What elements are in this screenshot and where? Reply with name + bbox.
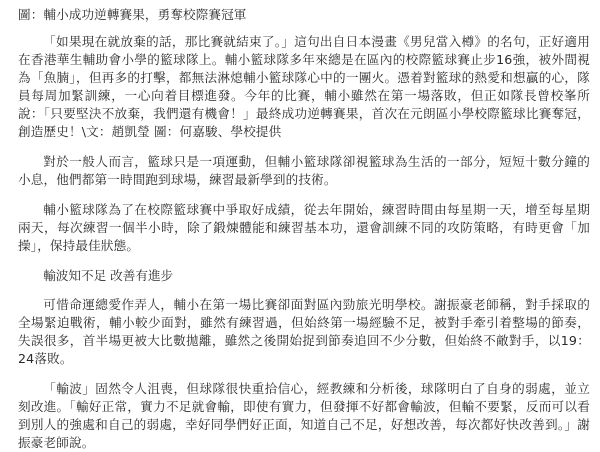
image-caption: 圖：輔小成功逆轉賽果，勇奪校際賽冠軍	[18, 7, 247, 22]
article-paragraph: 「如果現在就放棄的話，那比賽就結束了。」這句出自日本漫畫《男兒當入樽》的名句，正好適用在香港華生輔助會小學的籃球隊上。輔小籃球隊多年來總是在區內的校際籃球賽止步16強，被外間視為「魚腩」，但再多的打擊，都無法淋熄輔小籃球隊心中的一團火。憑着對籃球的熱愛和想贏的心，隊員每周加緊訓練，一心向着目標進發。今年的比賽，輔小雖然在第一場落敗，但正如隊長曾校峯所說：「只要堅決不放棄，我們還有機會！」最終成功逆轉賽果，首次在元朗區小學校際籃球比賽奪冠，創造歷史！\文：趙凱瑩 圖：何嘉駿、學校提供	[18, 34, 590, 139]
article-paragraph: 可惜命運總愛作弄人，輔小在第一場比賽卻面對區內勁旅光明學校。謝振豪老師稱，對手採取的全場緊迫戰術，輔小較少面對，雖然有練習過，但始終第一場經驗不足，被對手牽引着整場的節奏，失誤很多，首半場更被大比數拋離，雖然之後開始捉到節奏追回不少分數，但始終不敵對手，以19：24落敗。	[18, 297, 590, 366]
article-paragraph: 「輸波」固然令人沮喪，但球隊很快重拾信心，經教練和分析後，球隊明白了自身的弱處，並立刻改進。「輸好正常，實力不足就會輸，即使有實力，但發揮不好都會輸波，但輸不要緊，反而可以看到別人的強處和自己的弱處，幸好同學們好正面，知道自己不足，好想改善，每次都好快改善到。」謝振豪老師說。	[18, 381, 590, 450]
article-paragraph: 輔小籃球隊為了在校際籃球賽中爭取好成績，從去年開始，練習時間由每星期一天，增至每星期兩天，每次練習一個半小時，除了鍛煉體能和練習基本功，還會訓練不同的攻防策略，有時更會「加操」，保持最佳狀態。	[18, 202, 590, 253]
article-paragraph: 對於一般人而言，籃球只是一項運動，但輔小籃球隊卻視籃球為生活的一部分，短短十數分鐘的小息，他們都第一時間跑到球場，練習最新學到的技術。	[18, 154, 590, 187]
section-subheading: 輸波知不足 改善有進步	[43, 268, 174, 283]
